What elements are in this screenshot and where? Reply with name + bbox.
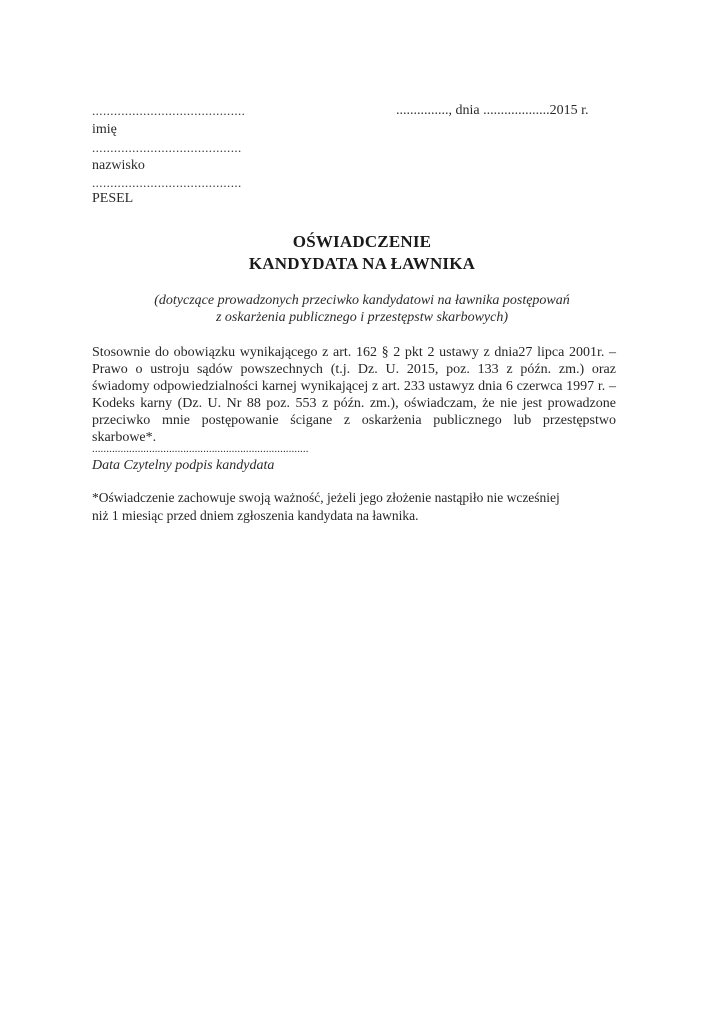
name-dots: .......................................... [92,103,246,118]
footnote-line-1: *Oświadczenie zachowuje swoją ważność, jeżeli jego złożenie nastąpiło nie wcześniej [92,490,560,505]
pesel-dots: ......................................... [92,175,242,190]
place-date-line: ..............., dnia ...................2015 r. [396,103,589,118]
subtitle-line-1: (dotyczące prowadzonych przeciwko kandydatowi na ławnika postępowań [154,293,570,308]
signature-dots: ............................................................................ [92,443,309,455]
title-line-1: OŚWIADCZENIE [292,232,432,251]
signature-label: Data Czytelny podpis kandydata [92,458,275,473]
title-line-2: KANDYDATA NA ŁAWNIKA [248,254,476,273]
pesel-label: PESEL [92,191,134,206]
subtitle-line-2: z oskarżenia publicznego i przestępstw skarbowych) [215,310,509,325]
footnote [92,489,632,525]
surname-label: nazwisko [92,158,145,173]
name-label: imię [92,122,117,137]
footnote-line-2: niż 1 miesiąc przed dniem zgłoszenia kandydata na ławnika. [92,508,419,523]
surname-dots: ......................................... [92,140,242,155]
statement-paragraph: Stosownie do obowiązku wynikającego z art. 162 § 2 pkt 2 ustawy z dnia27 lipca 2001r. – Prawo o ustroju sądów powszechnych (t.j. Dz. U. 2015, poz. 133 z późn. zm.) oraz świadomy odpowiedzialności karnej wynikającej z art. 233 ustawyz dnia 6 czerwca 1997 r. – Kodeks karny (Dz. U. Nr 88 poz. 553 z późn. zm.), oświadczam, że nie jest prowadzone przeciwko mnie postępowanie ścigane z oskarżenia publicznego lub przestępstwo skarbowe*. [92,345,616,445]
statement-body [92,344,616,446]
